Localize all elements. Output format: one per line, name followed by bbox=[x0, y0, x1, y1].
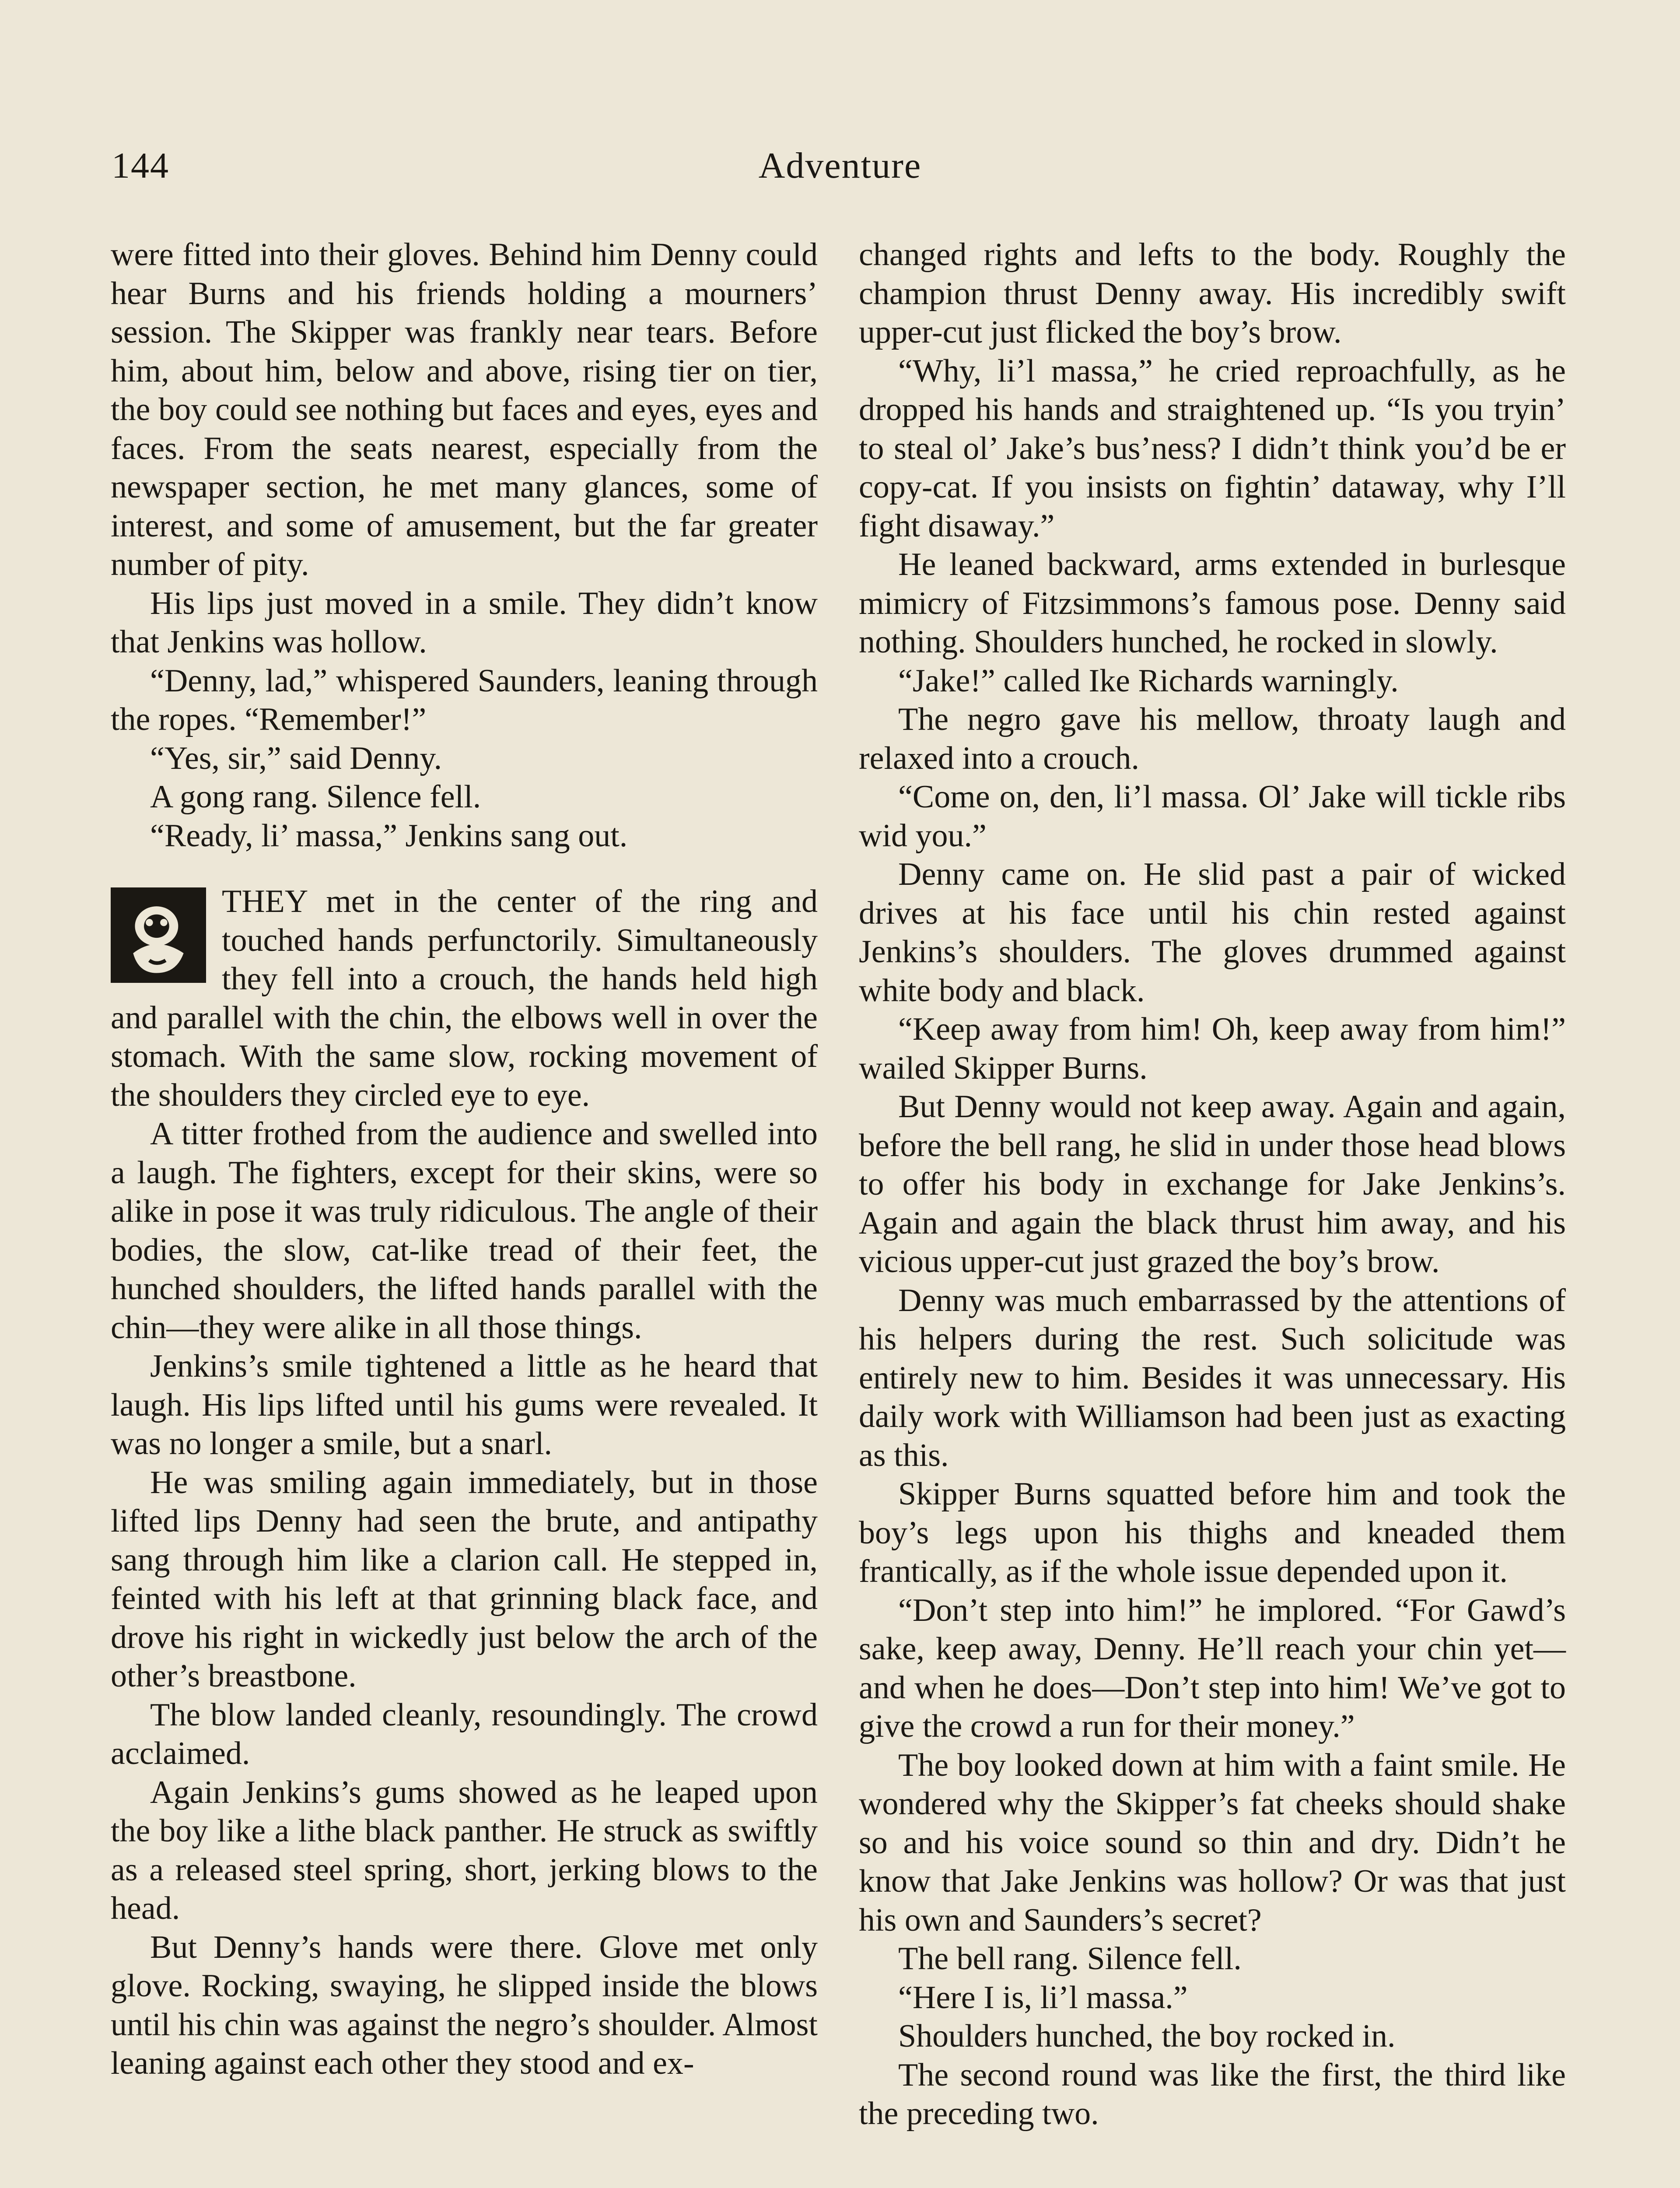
paragraph: He leaned backward, arms extended in burlesque mimicry of Fitzsimmons’s famous pose. Denny said nothing. Shoulders hunched, he rocked in slowly. bbox=[859, 547, 1566, 660]
paragraph: The bell rang. Silence fell. bbox=[898, 1941, 1242, 1977]
paragraph: He was smiling again immediately, but in those lifted lips Denny had seen the brute, and antipathy sang through him like a clarion call. He stepped in, feinted with his left at that grinning black face, and drove his right in wickedly just below the arch of the other’s breastbone. bbox=[111, 1464, 818, 1694]
running-title: Adventure bbox=[758, 145, 922, 186]
paragraph: The blow landed cleanly, resoundingly. The crowd acclaimed. bbox=[111, 1697, 818, 1771]
paragraph: “Come on, den, li’l massa. Ol’ Jake will tickle ribs wid you.” bbox=[859, 779, 1566, 854]
paragraph: Again Jenkins’s gums showed as he leaped upon the boy like a lithe black panther. He struck as swiftly as a released steel spring, short, jerking blows to the head. bbox=[111, 1774, 818, 1926]
paragraph: “Jake!” called Ike Richards warningly. bbox=[898, 663, 1399, 699]
paragraph: Jenkins’s smile tightened a little as he heard that laugh. His lips lifted until his gums were revealed. It was no longer a smile, but a snarl. bbox=[111, 1348, 818, 1462]
paragraph: Denny came on. He slid past a pair of wicked drives at his face until his chin rested against Jenkins’s shoulders. The gloves drummed against white body and black. bbox=[859, 856, 1566, 1009]
page-number: 144 bbox=[112, 145, 169, 186]
paragraph: The boy looked down at him with a faint smile. He wondered why the Skipper’s fat cheeks should shake so and his voice sound so thin and dry. Didn’t he know that Jake Jenkins was hollow? Or was that just his own and Saunders’s secret? bbox=[859, 1747, 1566, 1938]
paragraph: But Denny’s hands were there. Glove met only glove. Rocking, swaying, he slipped inside the blows until his chin was against the negro’s shoulder. Almost leaning against each other they stood and ex- bbox=[111, 1929, 818, 2081]
paragraph: “Denny, lad,” whispered Saunders, leaning through the ropes. “Remember!” bbox=[111, 663, 818, 737]
paragraph: Denny was much embarrassed by the attentions of his helpers during the rest. Such solicitude was entirely new to him. Besides it was unnecessary. His daily work with Williamson had been just as exacting as this. bbox=[859, 1282, 1566, 1473]
paragraph: Shoulders hunched, the boy rocked in. bbox=[898, 2018, 1396, 2054]
paragraph: THEY met in the center of the ring and touched hands perfunctorily. Simultaneously they fell into a crouch, the hands held high and parallel with the chin, the elbows well in over the stomach. With the same slow, rocking movement of the shoulders they circled eye to eye. bbox=[111, 884, 818, 1113]
paragraph: A gong rang. Silence fell. bbox=[150, 779, 481, 815]
paragraph: A titter frothed from the audience and swelled into a laugh. The fighters, except for their skins, were so alike in pose it was truly ridiculous. The angle of their bodies, the slow, cat-like tread of their feet, the hunched shoulders, the lifted hands parallel with the chin—they were alike in all those things. bbox=[111, 1116, 818, 1346]
paragraph: Skipper Burns squatted before him and took the boy’s legs upon his thighs and kneaded them frantically, as if the whole issue depended upon it. bbox=[859, 1476, 1566, 1589]
paragraph: “Keep away from him! Oh, keep away from him!” wailed Skipper Burns. bbox=[859, 1011, 1566, 1086]
left-column bbox=[111, 235, 818, 2083]
ornamental-initial-icon bbox=[111, 887, 206, 983]
paragraph: But Denny would not keep away. Again and again, before the bell rang, he slid in under those head blows to offer his body in exchange for Jake Jenkins’s. Again and again the black thrust him away, and his vicious upper-cut just grazed the boy’s brow. bbox=[859, 1089, 1566, 1280]
paragraph: “Ready, li’ massa,” Jenkins sang out. bbox=[150, 817, 628, 854]
right-column bbox=[859, 235, 1566, 2133]
paragraph: The negro gave his mellow, throaty laugh and relaxed into a crouch. bbox=[859, 701, 1566, 776]
paragraph: changed rights and lefts to the body. Roughly the champion thrust Denny away. His incredibly swift upper-cut just flicked the boy’s brow. bbox=[859, 237, 1566, 350]
paragraph: “Yes, sir,” said Denny. bbox=[150, 740, 442, 776]
paragraph: “Don’t step into him!” he implored. “For Gawd’s sake, keep away, Denny. He’ll reach your chin yet—and when he does—Don’t step into him! We’ve got to give the crowd a run for their money.” bbox=[859, 1592, 1566, 1744]
paragraph: “Here I is, li’l massa.” bbox=[898, 1979, 1188, 2016]
paragraph: His lips just moved in a smile. They didn’t know that Jenkins was hollow. bbox=[111, 585, 818, 660]
page-header bbox=[112, 144, 1568, 201]
paragraph: were fitted into their gloves. Behind him Denny could hear Burns and his friends holding a mourners’ session. The Skipper was frankly near tears. Before him, about him, below and above, rising tier on tier, the boy could see nothing but faces and eyes, eyes and faces. From the seats nearest, especially from the newspaper section, he met many glances, some of interest, and some of amusement, but the far greater number of pity. bbox=[111, 237, 818, 582]
paragraph: “Why, li’l massa,” he cried reproachfully, as he dropped his hands and straightened up. “Is you tryin’ to steal ol’ Jake’s bus’ness? I didn’t think you’d be er copy-cat. If you insists on fightin’ dataway, why I’ll fight disaway.” bbox=[859, 353, 1566, 544]
paragraph: The second round was like the first, the third like the preceding two. bbox=[859, 2057, 1566, 2132]
